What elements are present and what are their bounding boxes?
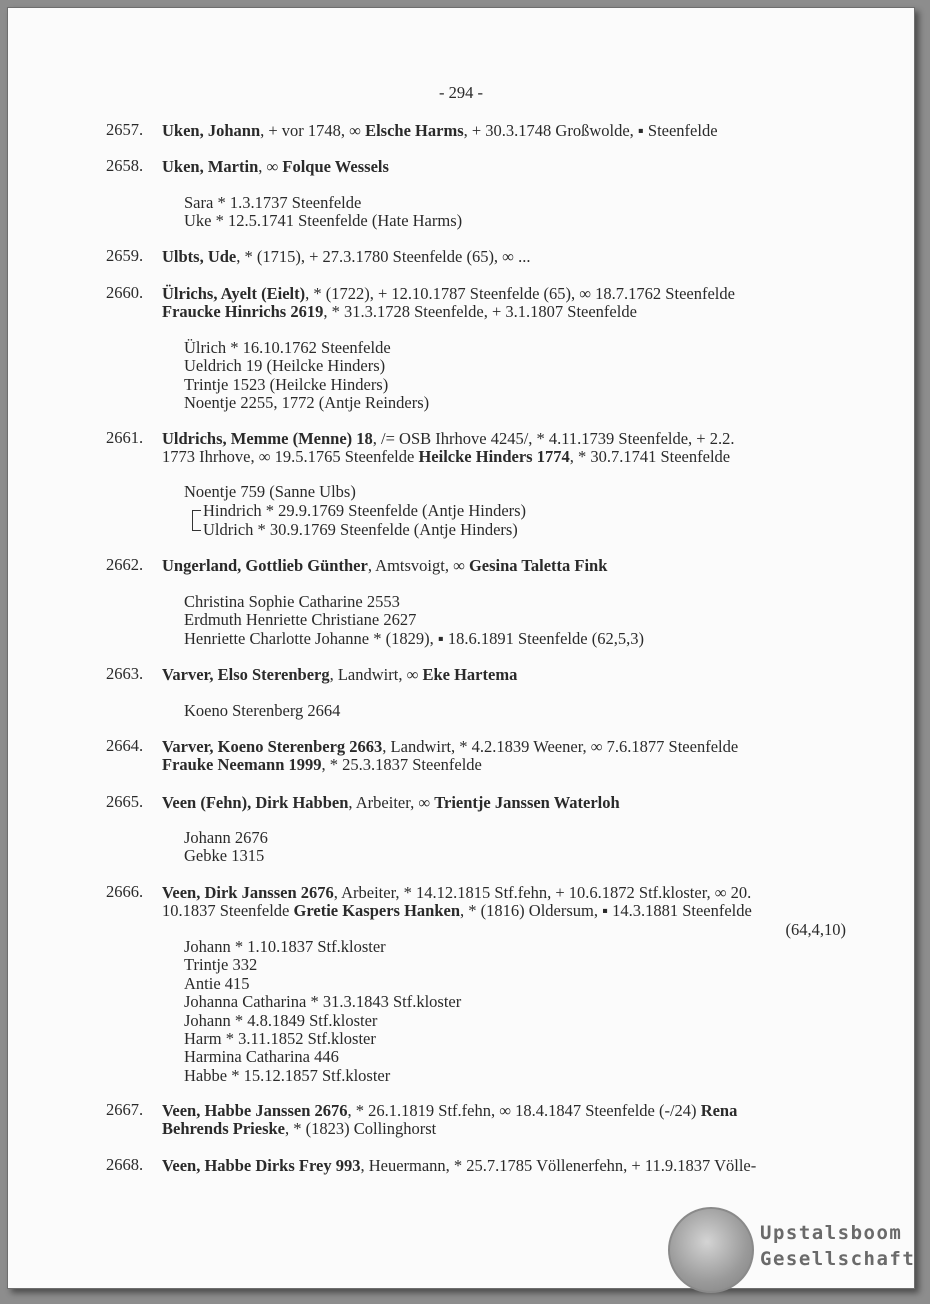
entry-detail: , * (1823) Collinghorst — [285, 1119, 437, 1139]
child-item: Uke * 12.5.1741 Steenfelde (Hate Harms) — [184, 211, 463, 231]
society-seal-icon — [668, 1207, 754, 1293]
page-number: - 294 - — [439, 83, 483, 102]
entry-detail: , + 30.3.1748 Großwolde, ▪ Steenfelde — [463, 121, 718, 140]
child-item: Johanna Catharina * 31.3.1843 Stf.kloster — [184, 992, 462, 1012]
child-item: Johann * 4.8.1849 Stf.kloster — [184, 1010, 378, 1030]
entry-number-text: 2661. — [106, 428, 144, 447]
entry-number-text: 2667. — [106, 1100, 144, 1119]
person-name: Veen, Habbe Dirks Frey 993 — [162, 1156, 361, 1175]
entry-number-text: 2657. — [106, 120, 144, 139]
twin-child-item: Hindrich * 29.9.1769 Steenfelde (Antje Hinders) — [203, 501, 527, 521]
person-name: Fraucke Hinrichs 2619 — [162, 302, 324, 322]
person-name: Uldrichs, Memme (Menne) 18 — [162, 429, 373, 448]
person-name: Veen (Fehn), Dirk Habben — [162, 793, 349, 812]
person-name: Behrends Prieske — [162, 1119, 285, 1139]
entry-text-line — [162, 556, 607, 576]
entry-number-text: 2660. — [106, 283, 144, 302]
child-item: Johann 2676 — [184, 828, 268, 847]
child-item: Trintje 332 — [184, 955, 258, 975]
entry-detail: , + vor 1748, ∞ — [260, 121, 366, 140]
entry-detail: , Heuermann, * 25.7.1785 Völlenerfehn, + 11.9.1837 Völle- — [360, 1156, 757, 1175]
child-item: Noentje 2255, 1772 (Antje Reinders) — [184, 393, 430, 413]
child-item: Koeno Sterenberg 2664 — [184, 701, 341, 720]
entry-detail: , * (1722), + 12.10.1787 Steenfelde (65), ∞ 18.7.1762 Steenfelde — [305, 284, 735, 303]
entry-detail: , Arbeiter, ∞ — [348, 793, 435, 812]
entry-detail: , /= OSB Ihrhove 4245/, * 4.11.1739 Steenfelde, + 2.2. — [372, 429, 735, 448]
logo-text-line1: Upstalsboom — [760, 1222, 903, 1244]
entry-text-line — [162, 755, 482, 775]
person-name: Gesina Taletta Fink — [468, 556, 608, 575]
entry-number-text: 2658. — [106, 156, 144, 175]
person-name: Folque Wessels — [282, 157, 389, 176]
person-name: Ulbts, Ude — [162, 247, 237, 266]
entry-text-line — [162, 793, 620, 813]
entry-text-line — [162, 302, 637, 322]
twin-child-item: Uldrich * 30.9.1769 Steenfelde (Antje Hinders) — [203, 519, 518, 539]
entry-detail: , * 26.1.1819 Stf.fehn, ∞ 18.4.1847 Steenfelde (-/24) — [347, 1101, 701, 1120]
entry-detail: 10.1837 Steenfelde — [162, 901, 294, 921]
entry-text-line — [162, 901, 752, 921]
person-name: Elsche Harms — [365, 121, 464, 140]
person-name: Uken, Martin — [162, 157, 259, 176]
person-name: Gretie Kaspers Hanken — [293, 901, 461, 921]
child-item: Gebke 1315 — [184, 846, 265, 866]
person-name: Varver, Elso Sterenberg — [162, 665, 330, 684]
twin-bracket — [192, 510, 201, 530]
child-item: Ülrich * 16.10.1762 Steenfelde — [184, 338, 391, 357]
person-name: Ülrichs, Ayelt (Eielt) — [162, 284, 306, 303]
person-name: Varver, Koeno Sterenberg 2663 — [162, 737, 383, 756]
entry-detail: , Landwirt, * 4.2.1839 Weener, ∞ 7.6.1877 Steenfelde — [382, 737, 739, 756]
person-name: Veen, Habbe Janssen 2676 — [162, 1101, 348, 1120]
child-item: Christina Sophie Catharine 2553 — [184, 592, 400, 611]
entry-text-line — [162, 447, 730, 467]
person-name: Frauke Neemann 1999 — [162, 755, 322, 775]
child-item: Trintje 1523 (Heilcke Hinders) — [184, 374, 389, 394]
entry-text-line — [162, 1156, 756, 1176]
entry-detail: , Arbeiter, * 14.12.1815 Stf.fehn, + 10.6.1872 Stf.kloster, ∞ 20. — [333, 883, 752, 902]
person-name: Trientje Janssen Waterloh — [434, 793, 620, 812]
child-item: Henriette Charlotte Johanne * (1829), ▪ 18.6.1891 Steenfelde (62,5,3) — [184, 628, 644, 648]
entry-text-line — [162, 665, 517, 685]
entry-text-line — [162, 429, 735, 449]
entry-detail: , * 31.3.1728 Steenfelde, + 3.1.1807 Steenfelde — [323, 302, 637, 322]
person-name: Rena — [700, 1101, 738, 1120]
entry-text-line — [162, 1101, 737, 1121]
entry-text-line — [162, 737, 738, 757]
entry-number-text: 2659. — [106, 246, 144, 265]
entry-text-line — [162, 1119, 436, 1139]
entry-detail: , * (1715), + 27.3.1780 Steenfelde (65), ∞ ... — [236, 247, 531, 266]
entry-detail: , Amtsvoigt, ∞ — [367, 556, 469, 575]
entry-detail: , * (1816) Oldersum, ▪ 14.3.1881 Steenfelde — [460, 901, 752, 921]
entry-number-text: 2665. — [106, 792, 144, 811]
entry-number-text: 2666. — [106, 882, 144, 901]
entry-detail: 1773 Ihrhove, ∞ 19.5.1765 Steenfelde — [162, 447, 419, 467]
child-item: Sara * 1.3.1737 Steenfelde — [184, 193, 362, 212]
document-page — [7, 7, 915, 1289]
entry-detail: , * 25.3.1837 Steenfelde — [321, 755, 482, 775]
child-item: Harmina Catharina 446 — [184, 1047, 339, 1067]
entry-number-text: 2662. — [106, 555, 144, 574]
child-item: Johann * 1.10.1837 Stf.kloster — [184, 937, 386, 956]
entry-text-line — [162, 157, 389, 177]
entry-note: (64,4,10) — [785, 919, 846, 939]
child-item: Harm * 3.11.1852 Stf.kloster — [184, 1029, 376, 1048]
entry-text-line — [162, 284, 735, 304]
entry-detail: , * 30.7.1741 Steenfelde — [569, 447, 731, 467]
logo-text-line2: Gesellschaft — [760, 1248, 916, 1270]
child-item: Erdmuth Henriette Christiane 2627 — [184, 610, 417, 630]
entry-detail: , Landwirt, ∞ — [329, 665, 423, 684]
entry-number-text: 2664. — [106, 736, 144, 755]
person-name: Veen, Dirk Janssen 2676 — [162, 883, 334, 902]
entry-text-line — [162, 121, 718, 141]
entry-text-line — [162, 883, 751, 903]
person-name: Heilcke Hinders 1774 — [418, 447, 570, 467]
person-name: Eke Hartema — [422, 665, 518, 684]
person-name: Ungerland, Gottlieb Günther — [162, 556, 368, 575]
child-item: Ueldrich 19 (Heilcke Hinders) — [184, 356, 386, 376]
entry-number-text: 2668. — [106, 1155, 144, 1174]
child-item: Habbe * 15.12.1857 Stf.kloster — [184, 1065, 391, 1085]
child-item: Noentje 759 (Sanne Ulbs) — [184, 482, 356, 501]
entry-detail: , ∞ — [258, 157, 283, 176]
entry-text-line — [162, 247, 530, 267]
person-name: Uken, Johann — [162, 121, 261, 140]
entry-number-text: 2663. — [106, 664, 144, 683]
child-item: Antie 415 — [184, 973, 250, 993]
